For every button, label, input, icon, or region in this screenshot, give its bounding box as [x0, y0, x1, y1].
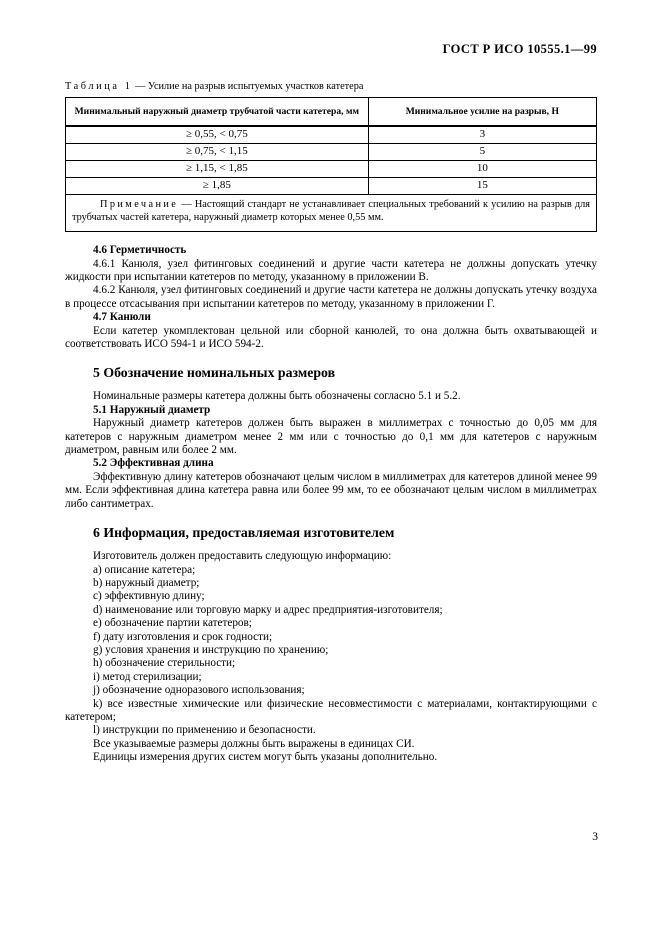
table-cell-force: 3 [368, 126, 596, 144]
table-row [66, 161, 597, 178]
section-5-intro: Номинальные размеры катетера должны быть обозначены согласно 5.1 и 5.2. [93, 390, 461, 403]
section-6-heading: 6 Информация, предоставляемая изготовителем [93, 525, 395, 541]
section-6-closing-1: Все указываемые размеры должны быть выражены в единицах СИ. [93, 737, 415, 750]
document-header: ГОСТ Р ИСО 10555.1—99 [442, 42, 597, 56]
list-item-h: h) обозначение стерильности; [93, 657, 236, 670]
section-5-heading: 5 Обозначение номинальных размеров [93, 365, 336, 381]
list-item-l: l) инструкции по применению и безопасности. [93, 724, 316, 737]
section-4-7-heading: 4.7 Канюли [93, 311, 151, 324]
table-note-text: — Настоящий стандарт не устанавливает специальных требований к усилию на разрыв для трубчатых частей катетера, наружный диаметр которых менее 0,55 мм. [72, 199, 590, 223]
table-cell-diameter: ≥ 1,15, < 1,85 [66, 161, 369, 178]
list-item-a: a) описание катетера; [93, 563, 196, 576]
page-number: 3 [592, 831, 598, 843]
document-page [65, 0, 597, 765]
list-item-g: g) условия хранения и инструкцию по хранению; [93, 643, 329, 656]
list-item-k: k) все известные химические или физические несовместимости с материалами, контактирующими с катетером; [65, 697, 597, 723]
list-item-f: f) дату изготовления и срок годности; [93, 630, 273, 643]
section-5-1-heading: 5.1 Наружный диаметр [93, 403, 211, 416]
table-caption-text: — Усилие на разрыв испытуемых участков катетера [135, 81, 364, 92]
list-item-d: d) наименование или торговую марку и адрес предприятия-изготовителя; [93, 603, 443, 616]
list-item-c: c) эффективную длину; [93, 590, 205, 603]
table-cell-force: 10 [368, 161, 596, 178]
section-5-1-paragraph: Наружный диаметр катетеров должен быть выражен в миллиметрах с точностью до 0,05 мм для катетеров с наружным диаметром менее 2 мм или с точностью до 0,1 мм для катетеров с наружным диаметром, равным или более 2 мм. [65, 417, 597, 457]
burst-force-table [65, 97, 597, 232]
table-cell-diameter: ≥ 0,55, < 0,75 [66, 126, 369, 144]
table-cell-diameter: ≥ 0,75, < 1,15 [66, 144, 369, 161]
table-caption-label: Таблица 1 [65, 81, 133, 92]
table-header-row [66, 98, 597, 127]
table-cell-diameter: ≥ 1,85 [66, 178, 369, 195]
table-cell-force: 15 [368, 178, 596, 195]
table-note-row [66, 195, 597, 232]
table-caption [65, 81, 597, 92]
table-row [66, 144, 597, 161]
section-6-intro: Изготовитель должен предоставить следующую информацию: [93, 550, 392, 563]
table-row [66, 178, 597, 195]
list-item-e: e) обозначение партии катетеров; [93, 617, 252, 630]
table-note-label: Примечание [100, 199, 179, 210]
section-4-6-2-paragraph: 4.6.2 Канюля, узел фитинговых соединений и другие части катетера не должны допускать утечку воздуха в процессе отсасывания при испытании катетеров по методу, указанному в приложении Г. [65, 284, 597, 310]
table-cell-force: 5 [368, 144, 596, 161]
document-body [65, 244, 597, 764]
table-header-diameter: Минимальный наружный диаметр трубчатой части катетера, мм [66, 98, 369, 127]
list-item-b: b) наружный диаметр; [93, 576, 200, 589]
section-5-2-heading: 5.2 Эффективная длина [93, 457, 214, 470]
table-note [66, 195, 597, 232]
section-4-7-paragraph: Если катетер укомплектован цельной или сборной канюлей, то она должна быть охватывающей и соответствовать ИСО 594-1 и ИСО 594-2. [65, 324, 597, 351]
section-4-6-heading: 4.6 Герметичность [93, 244, 187, 257]
list-item-j: j) обозначение одноразового использования; [93, 684, 305, 697]
section-4-6-1-paragraph: 4.6.1 Канюля, узел фитинговых соединений и другие части катетера не должны допускать утечку жидкости при испытании катетеров по методу, указанному в приложении В. [65, 257, 597, 283]
list-item-i: i) метод стерилизации; [93, 670, 202, 683]
table-header-force: Минимальное усилие на разрыв, Н [368, 98, 596, 127]
section-5-2-paragraph: Эффективную длину катетеров обозначают целым числом в миллиметрах для катетеров длиной менее 99 мм. Если эффективная длина катетера равна или более 99 мм, то ее обозначают целым числом в миллиметрах либо сантиметрах. [65, 470, 597, 510]
section-6-closing-2: Единицы измерения других систем могут быть указаны дополнительно. [93, 751, 438, 764]
table-row [66, 126, 597, 144]
